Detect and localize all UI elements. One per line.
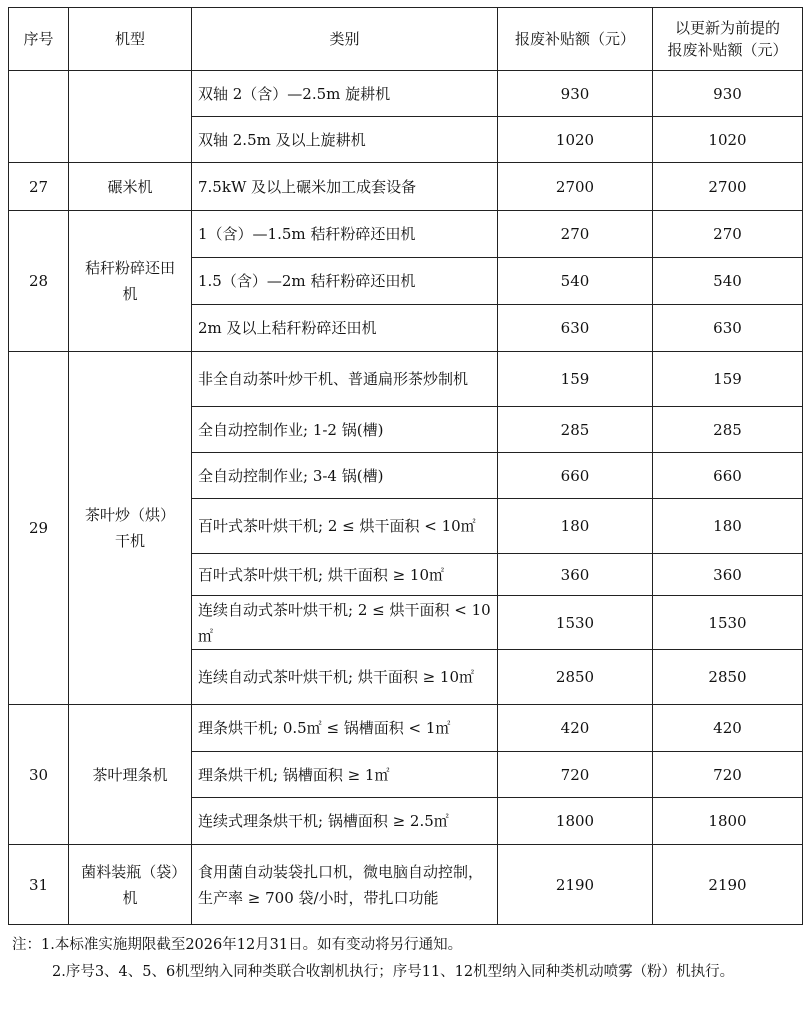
seq-cell [9,71,69,163]
header-model: 机型 [69,8,192,71]
table-row [9,845,803,925]
seq-cell: 31 [9,845,69,925]
subsidy-cell: 660 [498,453,653,499]
subsidy-cell: 360 [498,554,653,596]
subsidy-table [8,7,803,925]
renewal-cell: 720 [653,752,803,798]
category-cell: 理条烘干机; 0.5㎡ ≤ 锅槽面积 < 1㎡ [192,705,498,752]
subsidy-cell: 1800 [498,798,653,845]
renewal-cell: 1530 [653,596,803,650]
category-cell: 理条烘干机; 锅槽面积 ≥ 1㎡ [192,752,498,798]
subsidy-cell: 2850 [498,650,653,705]
category-cell: 连续式理条烘干机; 锅槽面积 ≥ 2.5㎡ [192,798,498,845]
model-cell: 碾米机 [69,163,192,211]
table-row [9,163,803,211]
category-cell: 双轴 2.5m 及以上旋耕机 [192,117,498,163]
renewal-cell: 630 [653,305,803,352]
category-cell: 7.5kW 及以上碾米加工成套设备 [192,163,498,211]
header-category: 类别 [192,8,498,71]
renewal-cell: 660 [653,453,803,499]
subsidy-cell: 930 [498,71,653,117]
subsidy-cell: 630 [498,305,653,352]
subsidy-cell: 540 [498,258,653,305]
subsidy-cell: 2190 [498,845,653,925]
model-cell: 茶叶理条机 [69,705,192,845]
header-renewal-line2: 报废补贴额（元） [667,41,788,59]
table-row [9,71,803,117]
subsidy-cell: 180 [498,499,653,554]
renewal-cell: 180 [653,499,803,554]
category-cell: 2m 及以上秸秆粉碎还田机 [192,305,498,352]
renewal-cell: 2850 [653,650,803,705]
note-2: 2.序号3、4、5、6机型纳入同种类联合收割机执行；序号11、12机型纳入同种类机动喷雾（粉）机执行。 [52,964,735,980]
renewal-cell: 930 [653,71,803,117]
seq-cell: 29 [9,352,69,705]
model-cell: 菌料装瓶（袋）机 [69,845,192,925]
subsidy-cell: 1020 [498,117,653,163]
renewal-cell: 2700 [653,163,803,211]
category-cell: 1.5（含）—2m 秸秆粉碎还田机 [192,258,498,305]
category-cell: 食用菌自动装袋扎口机，微电脑自动控制，生产率 ≥ 700 袋/小时，带扎口功能 [192,845,498,925]
category-cell: 全自动控制作业; 1-2 锅(槽) [192,407,498,453]
note-1: 注：1.本标准实施期限截至2026年12月31日。如有变动将另行通知。 [12,937,463,953]
category-cell: 连续自动式茶叶烘干机; 2 ≤ 烘干面积 < 10㎡ [192,596,498,650]
model-cell: 茶叶炒（烘）干机 [69,352,192,705]
subsidy-cell: 420 [498,705,653,752]
renewal-cell: 1800 [653,798,803,845]
seq-cell: 28 [9,211,69,352]
model-cell: 秸秆粉碎还田机 [69,211,192,352]
subsidy-cell: 1530 [498,596,653,650]
category-cell: 连续自动式茶叶烘干机; 烘干面积 ≥ 10㎡ [192,650,498,705]
subsidy-cell: 270 [498,211,653,258]
header-seq: 序号 [9,8,69,71]
table-header-row [9,8,803,71]
renewal-cell: 270 [653,211,803,258]
renewal-cell: 285 [653,407,803,453]
category-cell: 双轴 2（含）—2.5m 旋耕机 [192,71,498,117]
header-subsidy: 报废补贴额（元） [498,8,653,71]
subsidy-cell: 720 [498,752,653,798]
renewal-cell: 1020 [653,117,803,163]
subsidy-cell: 2700 [498,163,653,211]
renewal-cell: 2190 [653,845,803,925]
footnotes [12,932,802,986]
subsidy-cell: 285 [498,407,653,453]
category-cell: 全自动控制作业; 3-4 锅(槽) [192,453,498,499]
table-row [9,352,803,407]
renewal-cell: 540 [653,258,803,305]
header-renewal-subsidy [653,8,803,71]
category-cell: 1（含）—1.5m 秸秆粉碎还田机 [192,211,498,258]
header-renewal-line1: 以更新为前提的 [674,19,780,37]
table-row [9,211,803,258]
table-row [9,705,803,752]
subsidy-cell: 159 [498,352,653,407]
renewal-cell: 420 [653,705,803,752]
renewal-cell: 360 [653,554,803,596]
renewal-cell: 159 [653,352,803,407]
seq-cell: 27 [9,163,69,211]
category-cell: 百叶式茶叶烘干机; 2 ≤ 烘干面积 < 10㎡ [192,499,498,554]
seq-cell: 30 [9,705,69,845]
category-cell: 非全自动茶叶炒干机、普通扁形茶炒制机 [192,352,498,407]
model-cell [69,71,192,163]
category-cell: 百叶式茶叶烘干机; 烘干面积 ≥ 10㎡ [192,554,498,596]
